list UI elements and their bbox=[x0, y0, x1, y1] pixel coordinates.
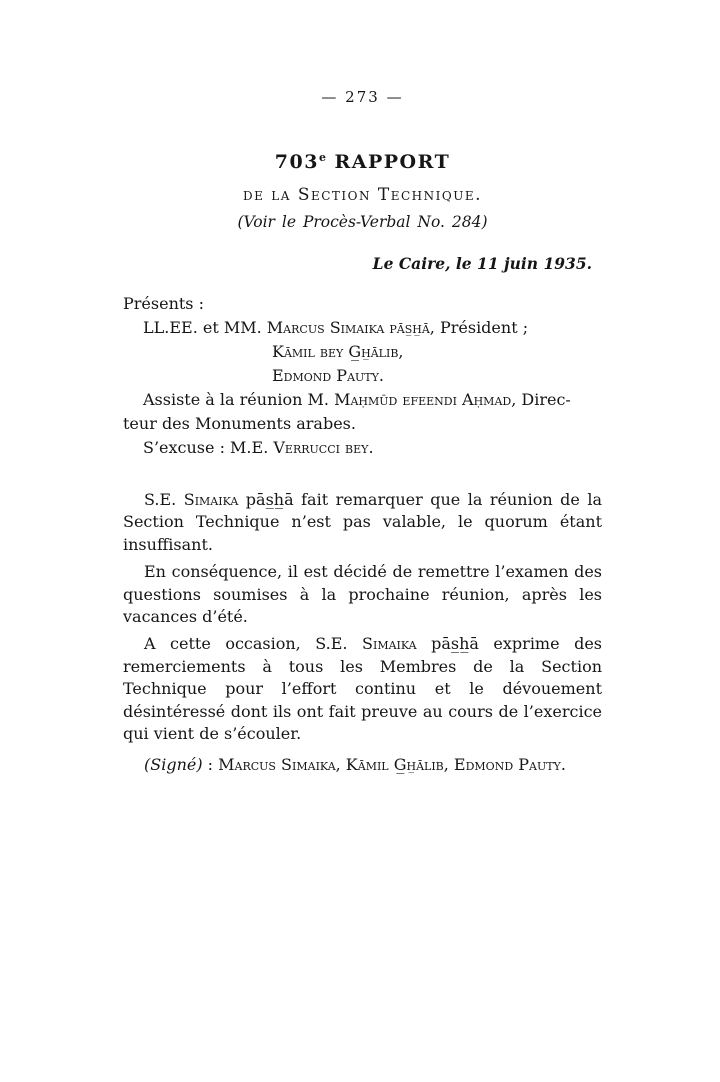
signature-separator: : bbox=[202, 755, 219, 775]
excused-prefix: S’excuse : M.E. bbox=[143, 438, 274, 457]
paragraph-3 bbox=[123, 633, 602, 745]
attendee-president-line bbox=[123, 316, 602, 340]
paragraph-1 bbox=[123, 489, 602, 556]
signature-names: Marcus Simaika, Kāmil G̲h̲ālib, Edmond Pauty. bbox=[218, 755, 566, 775]
assistant-name: Maḥmūd efeendi Aḥmad bbox=[334, 390, 512, 409]
excused-line bbox=[123, 436, 602, 460]
president-suffix: , Président ; bbox=[429, 318, 529, 337]
signature-line bbox=[123, 754, 602, 776]
president-prefix: LL.EE. et MM. bbox=[143, 318, 267, 337]
assistant-suffix: , Direc- bbox=[511, 390, 571, 409]
excused-suffix: . bbox=[368, 438, 374, 457]
signed-label: (Signé) bbox=[144, 755, 203, 775]
paragraph-2: En conséquence, il est décidé de remettre l’examen des questions soumises à la prochaine réunion, après les vacances d’été. bbox=[123, 562, 602, 627]
report-title bbox=[123, 147, 602, 173]
section-subtitle: de la Section Technique. bbox=[243, 185, 482, 205]
report-number-suffix: e bbox=[318, 151, 328, 164]
attendance-block bbox=[123, 292, 602, 460]
dateline: Le Caire, le 11 juin 1935. bbox=[372, 254, 592, 273]
assistant-prefix: Assiste à la réunion M. bbox=[143, 390, 335, 409]
assistant-line-2: teur des Monuments arabes. bbox=[123, 414, 356, 433]
paragraph-3-name: Simaika bbox=[362, 634, 417, 654]
presents-label: Présents : bbox=[123, 294, 204, 313]
president-name: Marcus Simaika pās̲h̲ā bbox=[266, 318, 430, 337]
attendee-member-2 bbox=[272, 364, 602, 388]
member-2-name: Edmond Pauty. bbox=[272, 366, 384, 385]
paragraph-1-text-a: S.E. bbox=[144, 490, 184, 509]
attendee-member-1 bbox=[272, 340, 602, 364]
paragraph-1-name: Simaika bbox=[183, 490, 239, 509]
paragraph-3-text-a: A cette occasion, S.E. bbox=[144, 634, 363, 654]
page-number: — 273 — bbox=[321, 88, 404, 106]
paragraph-3-text-c: pās̲h̲ā exprime des remerciements à tous les Membres de la Section Technique pour l’effort continu et le dévouement désintéressé dont ils ont fait preuve au cours de l’exercice qui vient de s’écouler. bbox=[123, 634, 603, 744]
report-title-word: RAPPORT bbox=[334, 151, 451, 173]
report-number: 703 bbox=[274, 151, 319, 173]
assistant-line-1 bbox=[123, 388, 602, 412]
paragraph-1-text-c: pās̲h̲ā fait remarquer que la réunion de la Section Technique n’est pas valable, le quorum étant insuffisant. bbox=[123, 490, 602, 554]
excused-name: Verrucci bey bbox=[273, 438, 369, 457]
member-1-name: Kāmil bey G̲h̲ālib, bbox=[272, 342, 404, 361]
reference-note: (Voir le Procès-Verbal No. 284) bbox=[237, 213, 488, 231]
